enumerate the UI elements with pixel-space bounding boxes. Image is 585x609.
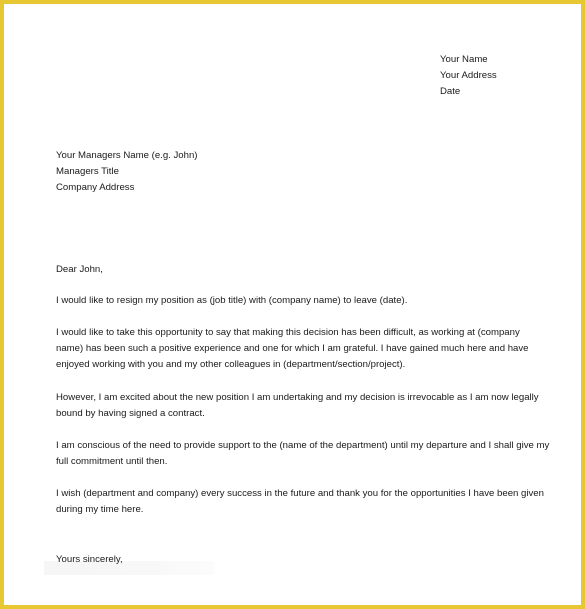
letter-date: Date [440,86,461,97]
paragraph-resignation [56,293,546,309]
paragraph-support [56,438,550,470]
paragraph-line: I wish (department and company) every success in the future and thank you for the opportunities I have been given [56,488,544,499]
salutation [56,262,103,278]
closing-text: Yours sincerely, [56,554,123,565]
recipient-name: Your Managers Name (e.g. John) [56,150,198,161]
salutation-text: Dear John, [56,264,103,275]
sender-block [440,52,497,100]
recipient-block [56,148,198,196]
paragraph-wishes [56,486,546,518]
paragraph-line: name) has been such a positive experience and one for which I am grateful. I have gained much here and have [56,343,529,354]
sender-address: Your Address [440,70,497,81]
faint-watermark [44,561,214,575]
paragraph-line: I am conscious of the need to provide support to the (name of the department) until my departure and I shall give my [56,440,550,451]
letter-page [8,8,577,601]
paragraph-gratitude [56,325,546,373]
paragraph-line: full commitment until then. [56,456,168,467]
paragraph-line: I would like to take this opportunity to say that making this decision has been difficult, as working at (company [56,327,520,338]
paragraph-line: bound by having signed a contract. [56,408,205,419]
recipient-address: Company Address [56,182,135,193]
paragraph-line: However, I am excited about the new position I am undertaking and my decision is irrevocable as I am now legally [56,392,539,403]
recipient-title: Managers Title [56,166,119,177]
sender-name: Your Name [440,54,488,65]
paragraph-line: I would like to resign my position as (job title) with (company name) to leave (date). [56,295,408,306]
paragraph-new-position [56,390,546,422]
paragraph-line: enjoyed working with you and my other colleagues in (department/section/project). [56,359,406,370]
paragraph-line: during my time here. [56,504,144,515]
